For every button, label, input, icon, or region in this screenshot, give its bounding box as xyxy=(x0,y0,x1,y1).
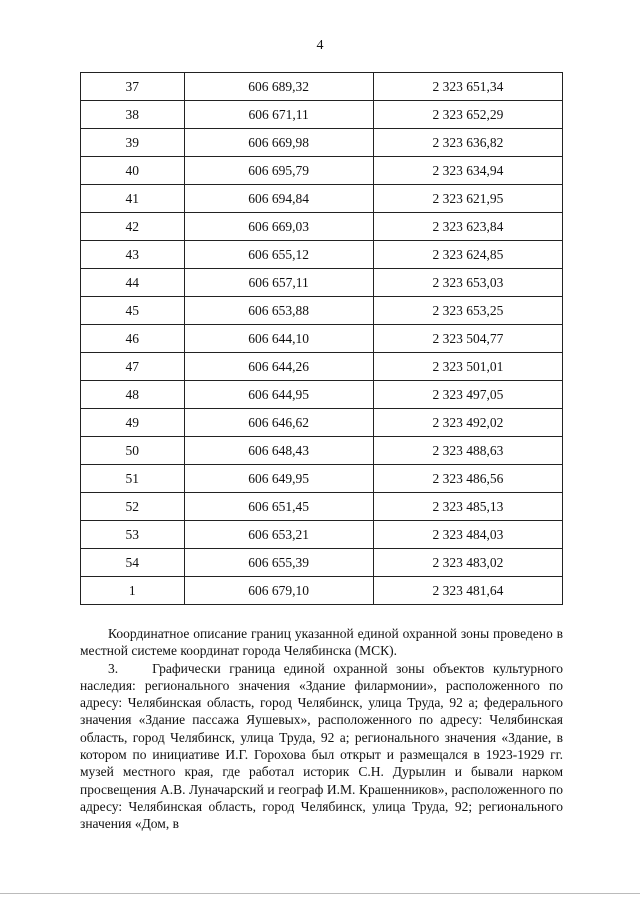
table-row xyxy=(81,101,563,129)
point-number-cell: 42 xyxy=(81,213,185,241)
y-coordinate-cell: 2 323 653,03 xyxy=(373,269,562,297)
point-number-cell: 48 xyxy=(81,381,185,409)
x-coordinate-cell: 606 651,45 xyxy=(184,493,373,521)
x-coordinate-cell: 606 644,95 xyxy=(184,381,373,409)
x-coordinate-cell: 606 646,62 xyxy=(184,409,373,437)
y-coordinate-cell: 2 323 486,56 xyxy=(373,465,562,493)
point-number-cell: 45 xyxy=(81,297,185,325)
item-3-paragraph: 3. Графически граница единой охранной зоны объектов культурного наследия: регионального значения «Здание филармонии», расположенного по адресу: Челябинская область, город Челябинск, улица Труда, 92 а; федерального значения «Здание пассажа Яушевых», расположенного по адресу: Челябинская область, город Челябинск, улица Труда, 92 а; регионального значения «Здание, в котором по инициативе И.Г. Горохова был открыт и размещался в 1923-1929 гг. музей местного края, где работал историк С.Н. Дурылин и бывали нарком просвещения А.В. Луначарский и географ И.М. Крашенников», расположенного по адресу: Челябинская область, город Челябинск, улица Труда, 92; регионального значения «Дом, в xyxy=(80,660,563,832)
table-row xyxy=(81,241,563,269)
table-row xyxy=(81,185,563,213)
x-coordinate-cell: 606 669,98 xyxy=(184,129,373,157)
x-coordinate-cell: 606 669,03 xyxy=(184,213,373,241)
table-row xyxy=(81,409,563,437)
y-coordinate-cell: 2 323 651,34 xyxy=(373,73,562,101)
y-coordinate-cell: 2 323 485,13 xyxy=(373,493,562,521)
y-coordinate-cell: 2 323 624,85 xyxy=(373,241,562,269)
coordinates-table xyxy=(80,72,563,605)
y-coordinate-cell: 2 323 504,77 xyxy=(373,325,562,353)
x-coordinate-cell: 606 644,26 xyxy=(184,353,373,381)
point-number-cell: 40 xyxy=(81,157,185,185)
table-row xyxy=(81,521,563,549)
point-number-cell: 1 xyxy=(81,577,185,605)
point-number-cell: 49 xyxy=(81,409,185,437)
point-number-cell: 43 xyxy=(81,241,185,269)
table-row xyxy=(81,493,563,521)
x-coordinate-cell: 606 649,95 xyxy=(184,465,373,493)
point-number-cell: 51 xyxy=(81,465,185,493)
table-row xyxy=(81,157,563,185)
y-coordinate-cell: 2 323 621,95 xyxy=(373,185,562,213)
page-number: 4 xyxy=(316,38,324,53)
point-number-cell: 41 xyxy=(81,185,185,213)
y-coordinate-cell: 2 323 483,02 xyxy=(373,549,562,577)
table-row xyxy=(81,353,563,381)
table-row xyxy=(81,437,563,465)
point-number-cell: 52 xyxy=(81,493,185,521)
x-coordinate-cell: 606 655,12 xyxy=(184,241,373,269)
point-number-cell: 54 xyxy=(81,549,185,577)
y-coordinate-cell: 2 323 484,03 xyxy=(373,521,562,549)
x-coordinate-cell: 606 653,21 xyxy=(184,521,373,549)
table-row xyxy=(81,269,563,297)
point-number-cell: 47 xyxy=(81,353,185,381)
table-row xyxy=(81,549,563,577)
y-coordinate-cell: 2 323 497,05 xyxy=(373,381,562,409)
coordinates-table-body xyxy=(81,73,563,605)
point-number-cell: 38 xyxy=(81,101,185,129)
y-coordinate-cell: 2 323 634,94 xyxy=(373,157,562,185)
coordinate-description-paragraph: Координатное описание границ указанной единой охранной зоны проведено в местной системе координат города Челябинска (МСК). xyxy=(80,626,563,659)
x-coordinate-cell: 606 644,10 xyxy=(184,325,373,353)
point-number-cell: 44 xyxy=(81,269,185,297)
y-coordinate-cell: 2 323 636,82 xyxy=(373,129,562,157)
table-row xyxy=(81,297,563,325)
y-coordinate-cell: 2 323 652,29 xyxy=(373,101,562,129)
table-row xyxy=(81,381,563,409)
x-coordinate-cell: 606 648,43 xyxy=(184,437,373,465)
table-row xyxy=(81,213,563,241)
y-coordinate-cell: 2 323 501,01 xyxy=(373,353,562,381)
table-row xyxy=(81,325,563,353)
point-number-cell: 46 xyxy=(81,325,185,353)
y-coordinate-cell: 2 323 488,63 xyxy=(373,437,562,465)
x-coordinate-cell: 606 679,10 xyxy=(184,577,373,605)
point-number-cell: 53 xyxy=(81,521,185,549)
x-coordinate-cell: 606 695,79 xyxy=(184,157,373,185)
x-coordinate-cell: 606 657,11 xyxy=(184,269,373,297)
table-row xyxy=(81,465,563,493)
y-coordinate-cell: 2 323 481,64 xyxy=(373,577,562,605)
table-row xyxy=(81,73,563,101)
y-coordinate-cell: 2 323 492,02 xyxy=(373,409,562,437)
x-coordinate-cell: 606 653,88 xyxy=(184,297,373,325)
page-bottom-edge xyxy=(0,893,640,894)
x-coordinate-cell: 606 655,39 xyxy=(184,549,373,577)
table-row xyxy=(81,577,563,605)
table-row xyxy=(81,129,563,157)
y-coordinate-cell: 2 323 653,25 xyxy=(373,297,562,325)
point-number-cell: 50 xyxy=(81,437,185,465)
point-number-cell: 39 xyxy=(81,129,185,157)
x-coordinate-cell: 606 694,84 xyxy=(184,185,373,213)
y-coordinate-cell: 2 323 623,84 xyxy=(373,213,562,241)
x-coordinate-cell: 606 689,32 xyxy=(184,73,373,101)
point-number-cell: 37 xyxy=(81,73,185,101)
body-text xyxy=(80,625,563,833)
x-coordinate-cell: 606 671,11 xyxy=(184,101,373,129)
